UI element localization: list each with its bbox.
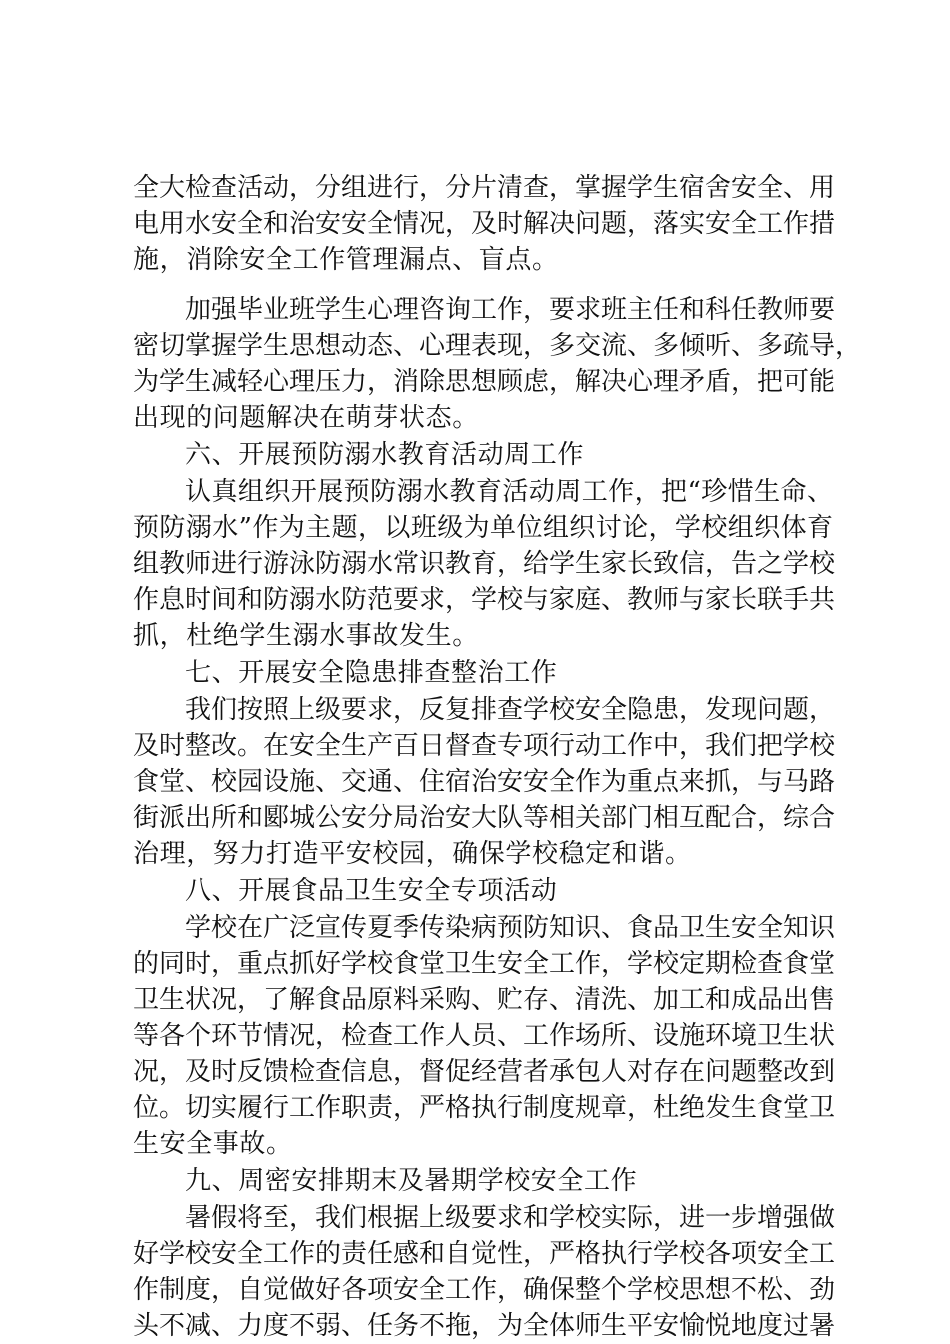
text-line: 电用水安全和治安安全情况，及时解决问题，落实安全工作措 (133, 209, 836, 239)
section-heading: 七、开展安全隐患排查整治工作 (185, 658, 558, 688)
text-line: 出现的问题解决在萌芽状态。 (133, 403, 479, 433)
text-line: 施，消除安全工作管理漏点、盲点。 (133, 245, 559, 275)
text-line: 位。切实履行工作职责，严格执行制度规章，杜绝发生食堂卫 (133, 1093, 836, 1123)
text-line: 作制度，自觉做好各项安全工作，确保整个学校思想不松、劲 (133, 1275, 836, 1305)
section-heading: 八、开展食品卫生安全专项活动 (185, 876, 558, 906)
section-heading: 九、周密安排期末及暑期学校安全工作 (185, 1166, 638, 1196)
text-line: 及时整改。在安全生产百日督查专项行动工作中，我们把学校 (133, 731, 836, 761)
text-line: 治理，努力打造平安校园，确保学校稳定和谐。 (133, 839, 692, 869)
text-line: 等各个环节情况，检查工作人员、工作场所、设施环境卫生状 (133, 1021, 836, 1051)
text-line: 预防溺水”作为主题，以班级为单位组织讨论，学校组织体育 (133, 513, 833, 543)
text-line: 抓，杜绝学生溺水事故发生。 (133, 621, 479, 651)
text-line: 好学校安全工作的责任感和自觉性，严格执行学校各项安全工 (133, 1239, 836, 1269)
text-line: 卫生状况，了解食品原料采购、贮存、清洗、加工和成品出售 (133, 985, 836, 1015)
text-line: 暑假将至，我们根据上级要求和学校实际，进一步增强做 (185, 1203, 836, 1233)
text-line: 食堂、校园设施、交通、住宿治安安全作为重点来抓，与马路 (133, 767, 836, 797)
text-line: 全大检查活动，分组进行，分片清查，掌握学生宿舍安全、用 (133, 173, 836, 203)
text-line: 认真组织开展预防溺水教育活动周工作，把“珍惜生命、 (185, 477, 833, 507)
text-line: 头不减、力度不弱、任务不拖，为全体师生平安愉悦地度过暑 (133, 1311, 836, 1341)
text-line: 密切掌握学生思想动态、心理表现，多交流、多倾听、多疏导， (133, 331, 862, 361)
text-line: 街派出所和郾城公安分局治安大队等相关部门相互配合，综合 (133, 803, 836, 833)
text-line: 我们按照上级要求，反复排查学校安全隐患，发现问题， (185, 695, 836, 725)
text-line: 加强毕业班学生心理咨询工作，要求班主任和科任教师要 (185, 295, 836, 325)
text-line: 学校在广泛宣传夏季传染病预防知识、食品卫生安全知识 (185, 913, 836, 943)
text-line: 况，及时反馈检查信息，督促经营者承包人对存在问题整改到 (133, 1057, 836, 1087)
text-line: 生安全事故。 (133, 1129, 293, 1159)
section-heading: 六、开展预防溺水教育活动周工作 (185, 440, 585, 470)
text-line: 的同时，重点抓好学校食堂卫生安全工作，学校定期检查食堂 (133, 949, 836, 979)
text-line: 作息时间和防溺水防范要求，学校与家庭、教师与家长联手共 (133, 585, 836, 615)
text-line: 组教师进行游泳防溺水常识教育，给学生家长致信，告之学校 (133, 549, 836, 579)
text-line: 为学生减轻心理压力，消除思想顾虑，解决心理矛盾，把可能 (133, 367, 836, 397)
